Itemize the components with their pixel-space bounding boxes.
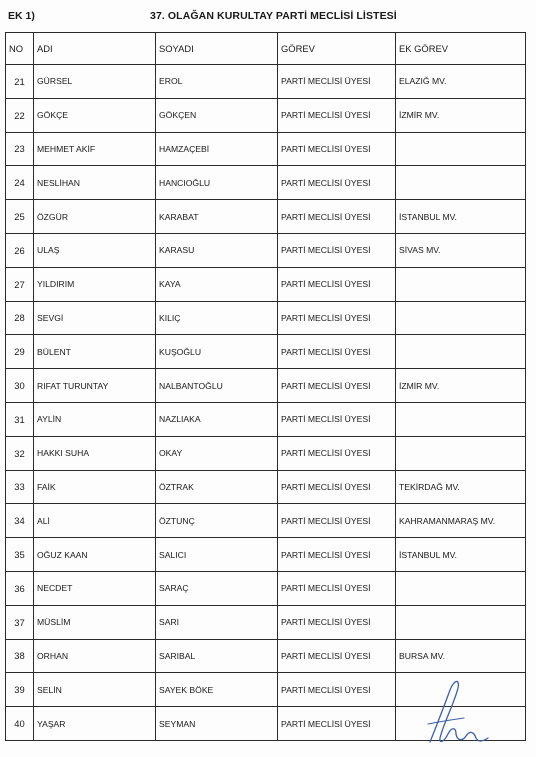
cell-no: 29	[6, 335, 34, 369]
column-header-soyadi: SOYADI	[156, 33, 278, 65]
cell-soyadi: ÖZTRAK	[156, 470, 278, 504]
cell-gorev: PARTİ MECLİSİ ÜYESİ	[278, 369, 396, 403]
cell-no: 34	[6, 504, 34, 538]
cell-adi: FAİK	[34, 470, 156, 504]
cell-soyadi: KAYA	[156, 267, 278, 301]
cell-no: 26	[6, 233, 34, 267]
cell-no: 32	[6, 436, 34, 470]
cell-no: 38	[6, 639, 34, 673]
cell-ek-gorev	[396, 402, 526, 436]
cell-adi: YAŞAR	[34, 707, 156, 741]
cell-adi: ORHAN	[34, 639, 156, 673]
cell-no: 27	[6, 267, 34, 301]
cell-no: 25	[6, 200, 34, 234]
table-row	[6, 301, 526, 335]
cell-ek-gorev: İSTANBUL MV.	[396, 200, 526, 234]
table-row	[6, 267, 526, 301]
cell-no: 21	[6, 65, 34, 99]
cell-soyadi: KILIÇ	[156, 301, 278, 335]
cell-gorev: PARTİ MECLİSİ ÜYESİ	[278, 504, 396, 538]
cell-ek-gorev	[396, 436, 526, 470]
cell-ek-gorev	[396, 132, 526, 166]
cell-gorev: PARTİ MECLİSİ ÜYESİ	[278, 673, 396, 707]
cell-no: 35	[6, 538, 34, 572]
cell-soyadi: SARIBAL	[156, 639, 278, 673]
cell-ek-gorev	[396, 335, 526, 369]
cell-adi: OĞUZ KAAN	[34, 538, 156, 572]
cell-gorev: PARTİ MECLİSİ ÜYESİ	[278, 200, 396, 234]
table-row	[6, 605, 526, 639]
cell-gorev: PARTİ MECLİSİ ÜYESİ	[278, 605, 396, 639]
cell-adi: AYLİN	[34, 402, 156, 436]
cell-gorev: PARTİ MECLİSİ ÜYESİ	[278, 436, 396, 470]
cell-gorev: PARTİ MECLİSİ ÜYESİ	[278, 233, 396, 267]
cell-adi: SELİN	[34, 673, 156, 707]
cell-gorev: PARTİ MECLİSİ ÜYESİ	[278, 639, 396, 673]
table-row	[6, 639, 526, 673]
cell-gorev: PARTİ MECLİSİ ÜYESİ	[278, 166, 396, 200]
table-header-row	[6, 33, 526, 65]
cell-soyadi: NAZLIAKA	[156, 402, 278, 436]
cell-ek-gorev	[396, 267, 526, 301]
cell-gorev: PARTİ MECLİSİ ÜYESİ	[278, 571, 396, 605]
table-row	[6, 132, 526, 166]
cell-ek-gorev: SİVAS MV.	[396, 233, 526, 267]
table-row	[6, 571, 526, 605]
cell-gorev: PARTİ MECLİSİ ÜYESİ	[278, 301, 396, 335]
cell-adi: NESLİHAN	[34, 166, 156, 200]
cell-soyadi: ÖZTUNÇ	[156, 504, 278, 538]
cell-ek-gorev: ELAZIĞ MV.	[396, 65, 526, 99]
column-header-no: NO	[6, 33, 34, 65]
cell-no: 36	[6, 571, 34, 605]
cell-adi: HAKKI SUHA	[34, 436, 156, 470]
table-row	[6, 98, 526, 132]
table-row	[6, 166, 526, 200]
cell-gorev: PARTİ MECLİSİ ÜYESİ	[278, 707, 396, 741]
cell-no: 40	[6, 707, 34, 741]
column-header-adi: ADI	[34, 33, 156, 65]
cell-soyadi: SEYMAN	[156, 707, 278, 741]
table-row	[6, 436, 526, 470]
table-row	[6, 470, 526, 504]
cell-adi: SEVGİ	[34, 301, 156, 335]
cell-no: 23	[6, 132, 34, 166]
cell-soyadi: NALBANTOĞLU	[156, 369, 278, 403]
cell-adi: ULAŞ	[34, 233, 156, 267]
cell-soyadi: KARABAT	[156, 200, 278, 234]
cell-gorev: PARTİ MECLİSİ ÜYESİ	[278, 267, 396, 301]
document-title: 37. OLAĞAN KURULTAY PARTİ MECLİSİ LİSTESİ	[150, 10, 397, 22]
cell-soyadi: SARI	[156, 605, 278, 639]
table-row	[6, 65, 526, 99]
cell-gorev: PARTİ MECLİSİ ÜYESİ	[278, 402, 396, 436]
cell-gorev: PARTİ MECLİSİ ÜYESİ	[278, 538, 396, 572]
cell-gorev: PARTİ MECLİSİ ÜYESİ	[278, 65, 396, 99]
cell-ek-gorev: KAHRAMANMARAŞ MV.	[396, 504, 526, 538]
cell-soyadi: SARAÇ	[156, 571, 278, 605]
cell-soyadi: KARASU	[156, 233, 278, 267]
cell-adi: GÖKÇE	[34, 98, 156, 132]
cell-adi: ALİ	[34, 504, 156, 538]
cell-adi: RIFAT TURUNTAY	[34, 369, 156, 403]
cell-soyadi: SALICI	[156, 538, 278, 572]
cell-adi: MÜSLİM	[34, 605, 156, 639]
page-header	[0, 10, 536, 26]
cell-no: 24	[6, 166, 34, 200]
cell-soyadi: SAYEK BÖKE	[156, 673, 278, 707]
cell-no: 28	[6, 301, 34, 335]
member-list-table	[5, 32, 526, 741]
cell-gorev: PARTİ MECLİSİ ÜYESİ	[278, 98, 396, 132]
cell-no: 22	[6, 98, 34, 132]
table-row	[6, 335, 526, 369]
cell-no: 33	[6, 470, 34, 504]
table-body	[6, 65, 526, 741]
cell-gorev: PARTİ MECLİSİ ÜYESİ	[278, 470, 396, 504]
cell-no: 30	[6, 369, 34, 403]
cell-adi: GÜRSEL	[34, 65, 156, 99]
cell-gorev: PARTİ MECLİSİ ÜYESİ	[278, 335, 396, 369]
cell-ek-gorev	[396, 571, 526, 605]
table-row	[6, 504, 526, 538]
cell-soyadi: GÖKÇEN	[156, 98, 278, 132]
column-header-gorev: GÖREV	[278, 33, 396, 65]
table-row	[6, 233, 526, 267]
cell-ek-gorev: İSTANBUL MV.	[396, 538, 526, 572]
cell-soyadi: OKAY	[156, 436, 278, 470]
table-row	[6, 200, 526, 234]
cell-ek-gorev: BURSA MV.	[396, 639, 526, 673]
cell-adi: YILDIRIM	[34, 267, 156, 301]
cell-ek-gorev	[396, 166, 526, 200]
cell-adi: NECDET	[34, 571, 156, 605]
cell-soyadi: EROL	[156, 65, 278, 99]
cell-no: 39	[6, 673, 34, 707]
cell-no: 31	[6, 402, 34, 436]
cell-adi: MEHMET AKİF	[34, 132, 156, 166]
cell-gorev: PARTİ MECLİSİ ÜYESİ	[278, 132, 396, 166]
annex-label: EK 1)	[8, 10, 35, 22]
cell-soyadi: KUŞOĞLU	[156, 335, 278, 369]
column-header-ek-gorev: EK GÖREV	[396, 33, 526, 65]
cell-ek-gorev	[396, 301, 526, 335]
cell-soyadi: HAMZAÇEBİ	[156, 132, 278, 166]
table-row	[6, 402, 526, 436]
cell-ek-gorev: TEKİRDAĞ MV.	[396, 470, 526, 504]
table-row	[6, 369, 526, 403]
cell-adi: BÜLENT	[34, 335, 156, 369]
handwritten-signature	[420, 672, 500, 752]
cell-ek-gorev: İZMİR MV.	[396, 369, 526, 403]
cell-soyadi: HANCIOĞLU	[156, 166, 278, 200]
cell-no: 37	[6, 605, 34, 639]
table-row	[6, 538, 526, 572]
cell-adi: ÖZGÜR	[34, 200, 156, 234]
cell-ek-gorev: İZMİR MV.	[396, 98, 526, 132]
cell-ek-gorev	[396, 605, 526, 639]
